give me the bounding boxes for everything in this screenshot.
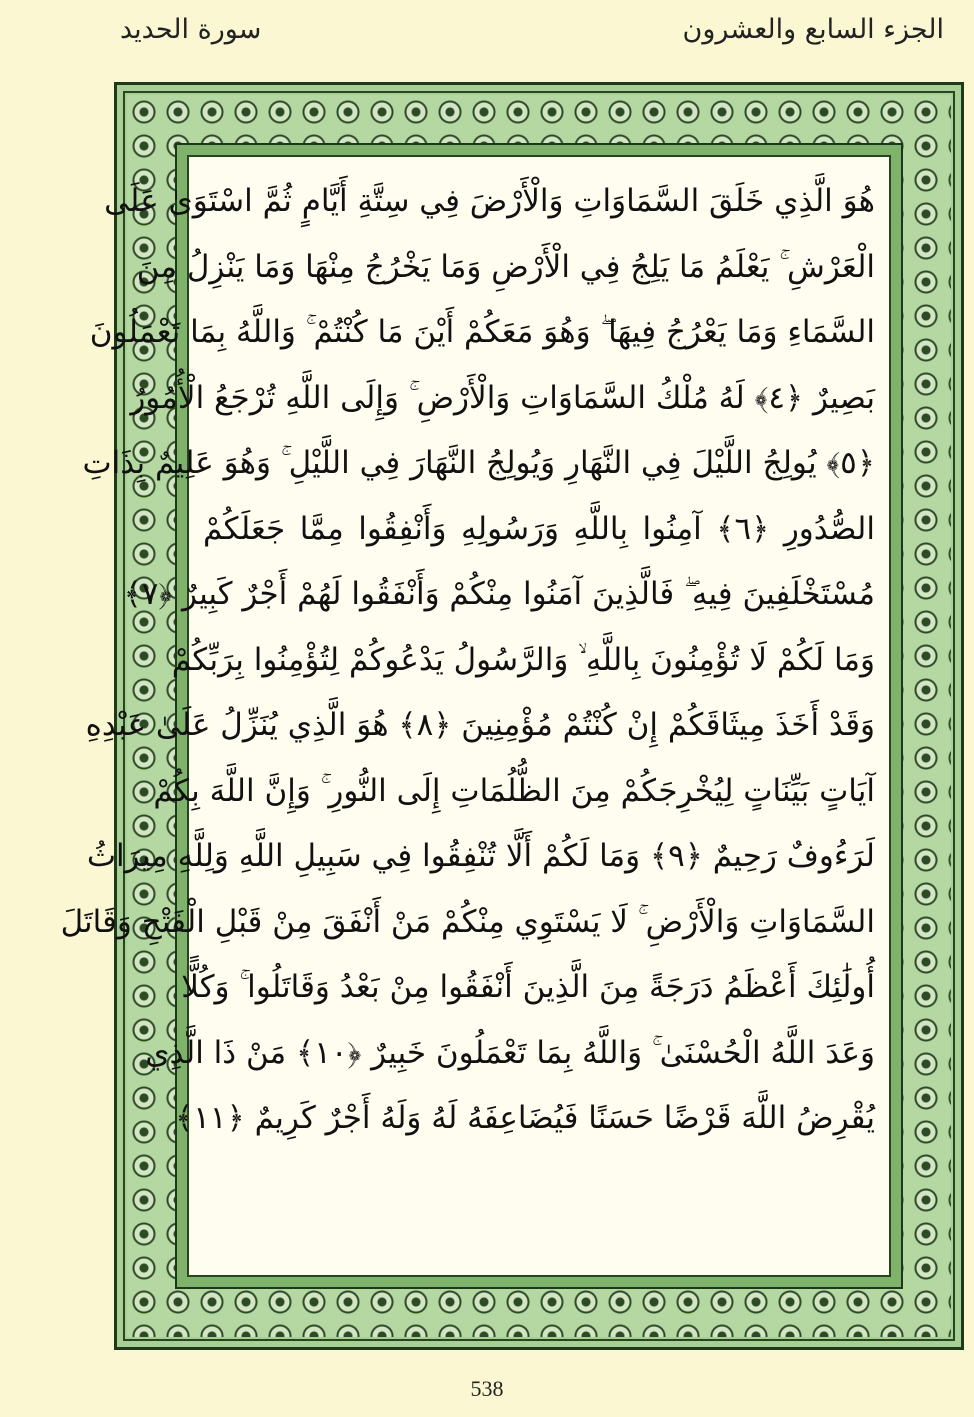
text-line-9: وَقَدْ أَخَذَ مِيثَاقَكُمْ إِنْ كُنْتُمْ مُؤْمِنِينَ ﴿٨﴾ هُوَ الَّذِي يُنَزِّلُ عَلَىٰ عَبْدِهِ bbox=[85, 707, 875, 743]
text-line-1: هُوَ الَّذِي خَلَقَ السَّمَاوَاتِ وَالْأَرْضَ فِي سِتَّةِ أَيَّامٍ ثُمَّ اسْتَوَىٰ عَلَى bbox=[104, 183, 875, 219]
text-panel bbox=[60, 155, 891, 1277]
surah-name-header: سورة الحديد bbox=[120, 14, 262, 45]
text-line-15: يُقْرِضُ اللَّهَ قَرْضًا حَسَنًا فَيُضَاعِفَهُ لَهُ وَلَهُ أَجْرٌ كَرِيمٌ ﴿١١﴾ bbox=[175, 1100, 875, 1136]
text-line-14: وَعَدَ اللَّهُ الْحُسْنَىٰ ۚ وَاللَّهُ بِمَا تَعْمَلُونَ خَبِيرٌ ﴿١٠﴾ مَنْ ذَا الَّذِي bbox=[145, 1034, 875, 1071]
ornamental-frame bbox=[60, 82, 964, 1350]
text-line-13: أُولَٰئِكَ أَعْظَمُ دَرَجَةً مِنَ الَّذِينَ أَنْفَقُوا مِنْ بَعْدُ وَقَاتَلُوا ۚ وَكُلًّا bbox=[181, 969, 875, 1005]
text-line-12: السَّمَاوَاتِ وَالْأَرْضِ ۚ لَا يَسْتَوِي مِنْكُمْ مَنْ أَنْفَقَ مِنْ قَبْلِ الْفَتْحِ وَقَاتَلَ bbox=[60, 903, 875, 940]
text-line-2: الْعَرْشِ ۚ يَعْلَمُ مَا يَلِجُ فِي الْأَرْضِ وَمَا يَخْرُجُ مِنْهَا وَمَا يَنْزِلُ مِنَ bbox=[136, 248, 875, 285]
text-line-6: الصُّدُورِ ﴿٦﴾ آمِنُوا بِاللَّهِ وَرَسُولِهِ وَأَنْفِقُوا مِمَّا جَعَلَكُمْ bbox=[203, 510, 875, 547]
text-line-11: لَرَءُوفٌ رَحِيمٌ ﴿٩﴾ وَمَا لَكُمْ أَلَّا تُنْفِقُوا فِي سَبِيلِ اللَّهِ وَلِلَّهِ مِيرَاثُ bbox=[86, 838, 875, 874]
text-line-3: السَّمَاءِ وَمَا يَعْرُجُ فِيهَا ۖ وَهُوَ مَعَكُمْ أَيْنَ مَا كُنْتُمْ ۚ وَاللَّهُ بِمَا تَعْمَلُونَ bbox=[89, 314, 875, 350]
juz-header: الجزء السابع والعشرون bbox=[682, 14, 944, 45]
verse-lines bbox=[60, 169, 875, 1152]
text-line-7: مُسْتَخْلَفِينَ فِيهِ ۖ فَالَّذِينَ آمَنُوا مِنْكُمْ وَأَنْفَقُوا لَهُمْ أَجْرٌ كَبِيرٌ ﴿٧﴾ bbox=[123, 576, 875, 612]
page-number: 538 bbox=[470, 1376, 504, 1401]
text-line-8: وَمَا لَكُمْ لَا تُؤْمِنُونَ بِاللَّهِ ۙ وَالرَّسُولُ يَدْعُوكُمْ لِتُؤْمِنُوا بِرَبِّكُمْ bbox=[171, 641, 875, 678]
text-line-10: آيَاتٍ بَيِّنَاتٍ لِيُخْرِجَكُمْ مِنَ الظُّلُمَاتِ إِلَى النُّورِ ۚ وَإِنَّ اللَّهَ بِكُمْ bbox=[153, 772, 875, 809]
text-line-4: بَصِيرٌ ﴿٤﴾ لَهُ مُلْكُ السَّمَاوَاتِ وَالْأَرْضِ ۚ وَإِلَى اللَّهِ تُرْجَعُ الْأُمُورُ bbox=[130, 379, 875, 416]
text-line-5: ﴿٥﴾ يُولِجُ اللَّيْلَ فِي النَّهَارِ وَيُولِجُ النَّهَارَ فِي اللَّيْلِ ۚ وَهُوَ عَلِيمٌ بِذَاتِ bbox=[82, 445, 875, 481]
